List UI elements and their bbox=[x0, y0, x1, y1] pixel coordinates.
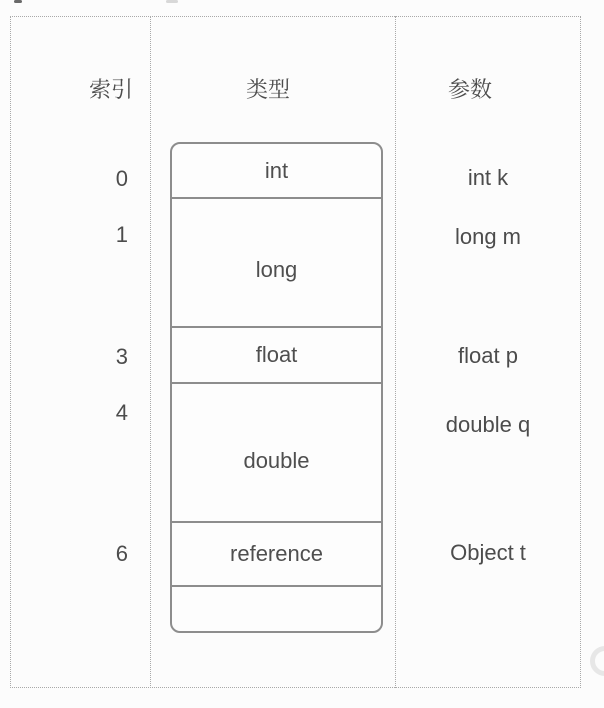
photo-artifact-watermark bbox=[590, 646, 604, 676]
slot-empty bbox=[172, 585, 381, 631]
variable-slot-stack bbox=[170, 142, 383, 633]
column-separator-type-params bbox=[395, 16, 396, 688]
param-label-long-m: long m bbox=[454, 224, 522, 249]
index-label-4: 4 bbox=[115, 400, 128, 425]
column-separator-index-type bbox=[150, 16, 151, 688]
param-label-float-p: float p bbox=[458, 343, 518, 368]
header-type: 类型 bbox=[245, 77, 290, 102]
index-label-3: 3 bbox=[115, 344, 128, 369]
slot-float-label: float bbox=[255, 342, 298, 367]
index-label-6: 6 bbox=[115, 541, 128, 566]
slot-reference bbox=[172, 521, 381, 585]
slot-long bbox=[172, 197, 381, 326]
header-params: 参数 bbox=[447, 77, 492, 102]
slot-int bbox=[172, 144, 381, 197]
slot-double bbox=[172, 382, 381, 521]
param-label-double-q: double q bbox=[445, 412, 531, 437]
slot-reference-label: reference bbox=[230, 541, 323, 566]
photo-artifact-light-tick bbox=[166, 0, 178, 3]
slot-long-label: long bbox=[255, 256, 298, 282]
index-label-0: 0 bbox=[115, 166, 128, 191]
param-label-object-t: Object t bbox=[450, 540, 526, 565]
param-label-int-k: int k bbox=[467, 165, 509, 190]
slot-float bbox=[172, 326, 381, 382]
photo-artifact-dark-tick bbox=[14, 0, 22, 3]
header-index: 索引 bbox=[88, 77, 133, 102]
slot-int-label: int bbox=[264, 157, 289, 183]
slot-double-label: double bbox=[243, 447, 310, 473]
index-label-1: 1 bbox=[115, 222, 128, 247]
